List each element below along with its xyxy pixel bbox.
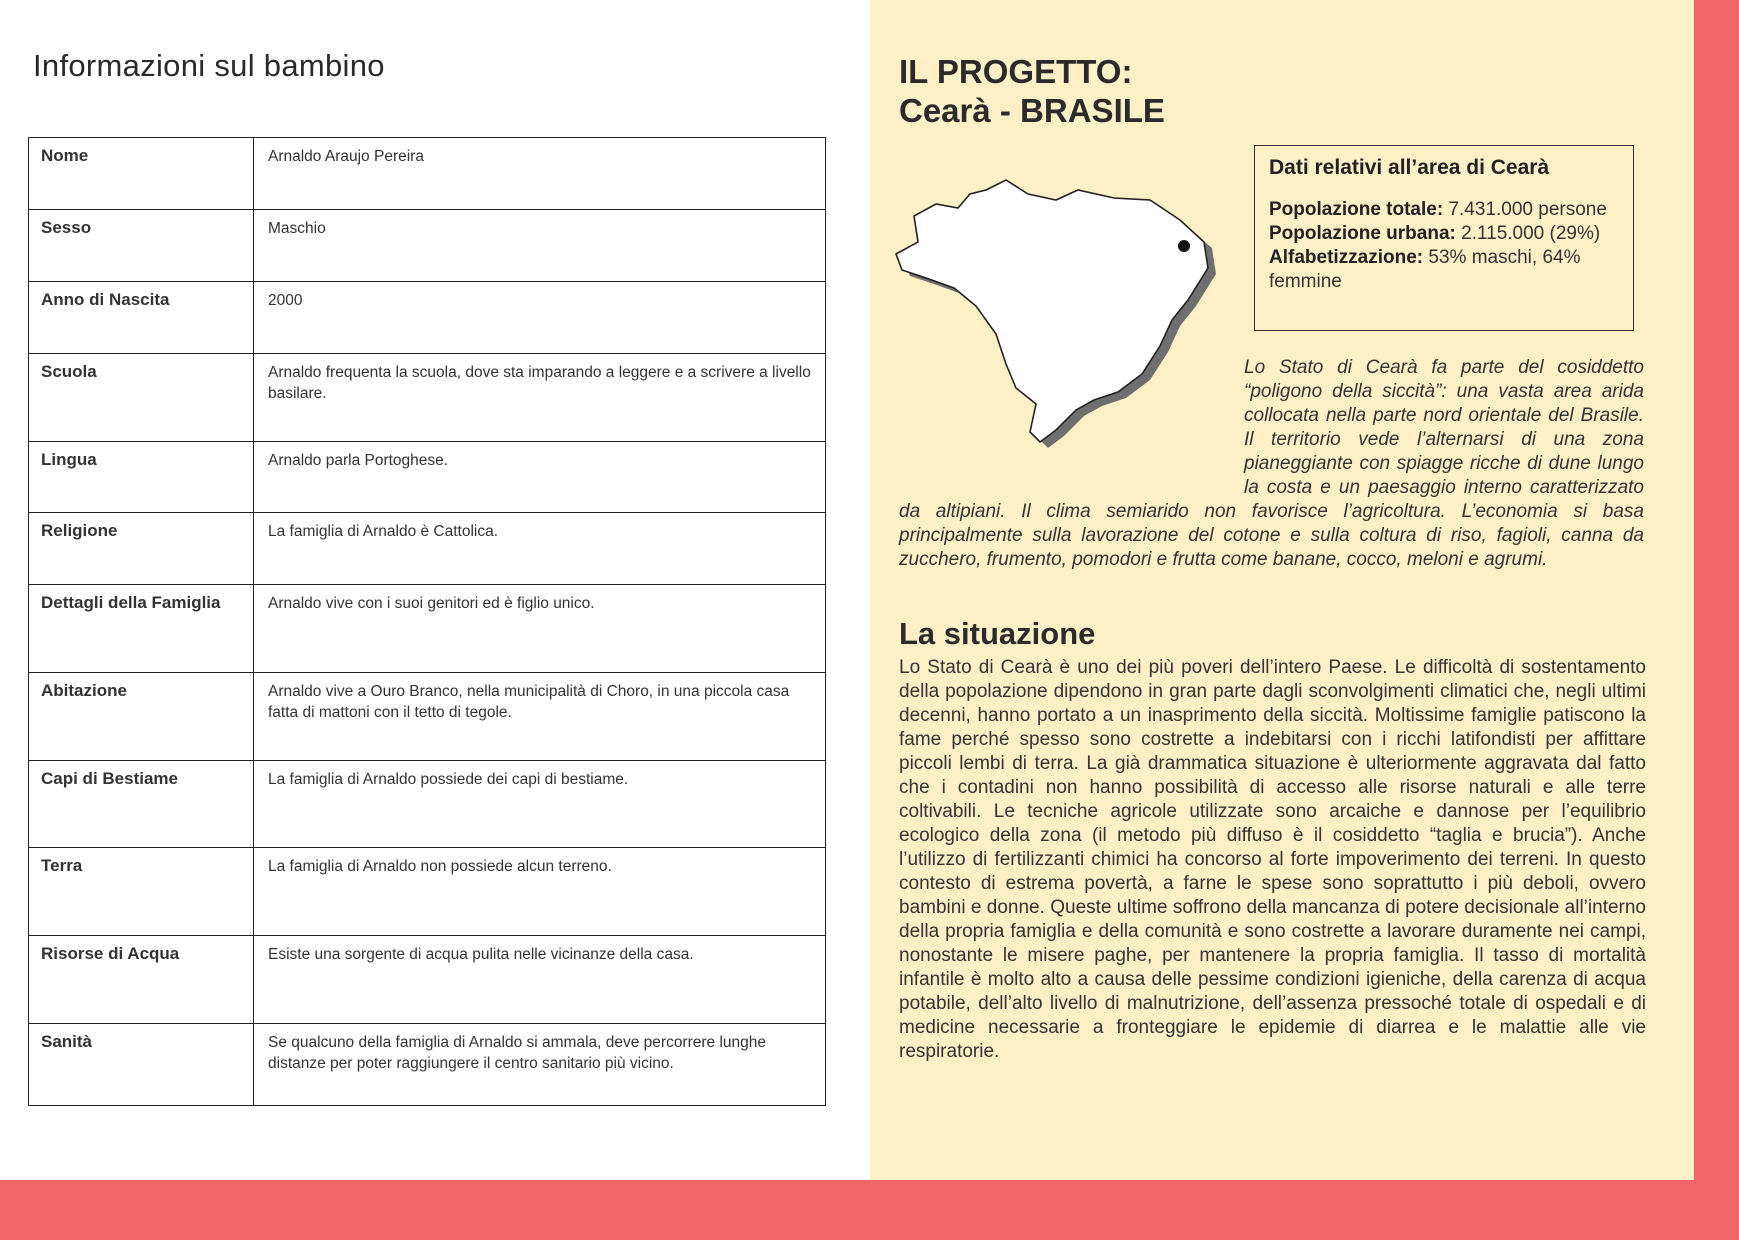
row-label: Terra [29, 848, 254, 936]
row-label: Dettagli della Famiglia [29, 585, 254, 673]
row-label: Risorse di Acqua [29, 936, 254, 1024]
row-value: Arnaldo vive a Ouro Branco, nella municipalità di Choro, in una piccola casa fatta di mattoni con il tetto di tegole. [254, 673, 826, 761]
row-value: Maschio [254, 210, 826, 282]
pop-total-value: 7.431.000 persone [1443, 199, 1607, 220]
ceara-intro-paragraph [899, 356, 1644, 572]
table-row [29, 138, 826, 210]
row-label: Anno di Nascita [29, 282, 254, 354]
project-title-line2: Cearà - BRASILE [899, 92, 1165, 129]
project-title [899, 52, 1165, 130]
table-row [29, 442, 826, 513]
table-row [29, 210, 826, 282]
row-label: Sesso [29, 210, 254, 282]
row-value: Esiste una sorgente di acqua pulita nelle vicinanze della casa. [254, 936, 826, 1024]
row-label: Abitazione [29, 673, 254, 761]
row-value: Arnaldo vive con i suoi genitori ed è figlio unico. [254, 585, 826, 673]
table-row [29, 1024, 826, 1106]
ceara-data-box [1254, 145, 1634, 331]
map-wrap-spacer [899, 356, 1244, 491]
table-row [29, 848, 826, 936]
pop-urban-label: Popolazione urbana: [1269, 223, 1456, 244]
ceara-intro-text: Lo Stato di Cearà fa parte del cosiddetto “poligono della siccità”: una vasta area arida collocata nella parte nord orientale del Brasile. Il territorio vede l’alternarsi di una zona pianeggiante con spiagge ricche di dune lungo la costa e un paesaggio interno caratterizzato da altipiani. Il clima semiarido non favorisce l’agricoltura. L’economia si basa principalmente sulla lavorazione del cotone e sulla coltura di riso, fagioli, canna da zucchero, frumento, pomodori e frutta come banane, cocco, meloni e agrumi. [899, 357, 1644, 570]
row-value: La famiglia di Arnaldo non possiede alcun terreno. [254, 848, 826, 936]
row-value: Se qualcuno della famiglia di Arnaldo si ammala, deve percorrere lunghe distanze per poter raggiungere il centro sanitario più vicino. [254, 1024, 826, 1106]
project-title-line1: IL PROGETTO: [899, 53, 1133, 90]
left-page [0, 0, 870, 1180]
child-info-title: Informazioni sul bambino [33, 48, 385, 83]
red-bottom-border [0, 1180, 1739, 1240]
row-value: Arnaldo Araujo Pereira [254, 138, 826, 210]
pop-urban-value: 2.115.000 (29%) [1455, 223, 1601, 244]
pop-total-label: Popolazione totale: [1269, 199, 1444, 220]
literacy-label: Alfabetizzazione: [1269, 247, 1424, 268]
ceara-data-stats [1269, 198, 1619, 294]
row-label: Religione [29, 513, 254, 585]
row-label: Scuola [29, 354, 254, 442]
table-row [29, 936, 826, 1024]
row-value: Arnaldo frequenta la scuola, dove sta imparando a leggere e a scrivere a livello basilare. [254, 354, 826, 442]
table-row [29, 585, 826, 673]
table-row [29, 282, 826, 354]
table-row [29, 513, 826, 585]
red-right-border [1694, 0, 1739, 1240]
literacy-value: 53% maschi, 64% femmine [1269, 247, 1581, 292]
table-row [29, 761, 826, 848]
row-label: Sanità [29, 1024, 254, 1106]
row-value: 2000 [254, 282, 826, 354]
row-label: Nome [29, 138, 254, 210]
row-value: Arnaldo parla Portoghese. [254, 442, 826, 513]
situation-paragraph: Lo Stato di Cearà è uno dei più poveri dell’intero Paese. Le difficoltà di sostentamento della popolazione dipendono in gran parte dagli sconvolgimenti climatici che, negli ultimi decenni, hanno portato a un inasprimento della siccità. Moltissime famiglie patiscono la fame perché spesso sono costrette a indebitarsi con i ricchi latifondisti per affittare piccoli lembi di terra. La già drammatica situazione è ulteriormente aggravata dal fatto che i contadini non hanno possibilità di accesso alle risorse naturali e alle terre coltivabili. Le tecniche agricole utilizzate sono arcaiche e dannose per l’equilibrio ecologico della zona (il metodo più diffuso è il cosiddetto “taglia e brucia”). Anche l’utilizzo di fertilizzanti chimici ha concorso al forte impoverimento dei terreni. In questo contesto di estrema povertà, a farne le spese sono soprattutto i più deboli, ovvero bambini e donne. Queste ultime soffrono della mancanza di potere decisionale all’interno della propria famiglia e della comunità e sono costrette a lavorare duramente nei campi, nonostante le misere paghe, per mantenere la propria famiglia. Il tasso di mortalità infantile è molto alto a causa delle pessime condizioni igieniche, della carenza di acqua potabile, dell’alto livello di malnutrizione, dell’assenza pressoché totale di ospedali e di medicine necessarie a fronteggiare le epidemie di diarrea e le malattie alle vie respiratorie. [899, 657, 1646, 1062]
table-row [29, 673, 826, 761]
ceara-data-title: Dati relativi all’area di Cearà [1269, 156, 1550, 179]
row-value: La famiglia di Arnaldo è Cattolica. [254, 513, 826, 585]
ceara-location-dot [1178, 240, 1190, 252]
table-row [29, 354, 826, 442]
row-label: Lingua [29, 442, 254, 513]
row-value: La famiglia di Arnaldo possiede dei capi di bestiame. [254, 761, 826, 848]
child-info-table [28, 137, 826, 1106]
situation-title: La situazione [899, 616, 1096, 651]
row-label: Capi di Bestiame [29, 761, 254, 848]
